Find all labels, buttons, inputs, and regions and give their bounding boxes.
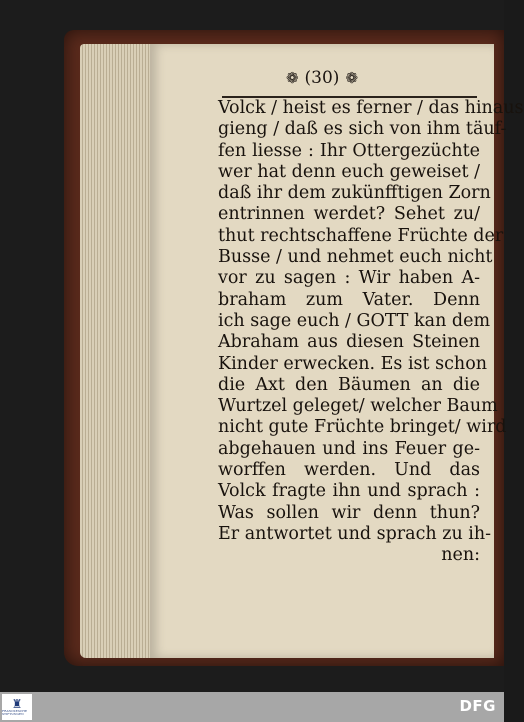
text-line: entrinnen werdet? Sehet zu/ bbox=[218, 204, 480, 225]
text-line: fen liesse : Ihr Ottergezüchte bbox=[218, 140, 480, 161]
text-line: Er antwortet und sprach zu ih- bbox=[218, 523, 492, 544]
text-line: braham zum Vater. Denn bbox=[218, 289, 480, 310]
text-line: Abraham aus diesen Steinen bbox=[218, 332, 480, 353]
text-line: thut rechtschaffene Früchte der bbox=[218, 225, 504, 246]
text-line: wer hat denn euch geweiset / bbox=[218, 161, 480, 182]
ornament-right-icon: ❁ bbox=[345, 69, 359, 87]
text-line: Volck fragte ihn und sprach : bbox=[218, 481, 480, 502]
text-line: Kinder erwecken. Es ist schon bbox=[218, 353, 487, 374]
text-line: Volck / heist es ferner / das hinaus bbox=[218, 98, 524, 118]
text-line: vor zu sagen : Wir haben A- bbox=[218, 268, 480, 289]
text-line: Was sollen wir denn thun? bbox=[218, 502, 480, 523]
text-line: Wurtzel geleget/ welcher Baum bbox=[218, 396, 498, 417]
page-edges bbox=[80, 44, 160, 658]
dfg-logo[interactable]: DFG bbox=[459, 697, 496, 715]
viewer-footer-bar bbox=[0, 692, 504, 722]
text-line: Busse / und nehmet euch nicht bbox=[218, 247, 493, 268]
text-line: daß ihr dem zukünfftigen Zorn bbox=[218, 183, 491, 204]
institution-logo-text: FRANCKESCHE STIFTUNGEN bbox=[2, 709, 28, 716]
page-header bbox=[150, 68, 494, 88]
text-line: die Axt den Bäumen an die bbox=[218, 374, 480, 395]
text-line: worffen werden. Und das bbox=[218, 460, 480, 481]
text-line: abgehauen und ins Feuer ge- bbox=[218, 438, 480, 459]
text-line: gieng / daß es sich von ihm täuf- bbox=[218, 119, 507, 140]
text-line: nen: bbox=[441, 545, 480, 566]
ornament-left-icon: ❁ bbox=[285, 69, 299, 87]
page-number: (30) bbox=[304, 68, 340, 88]
text-line: nicht gute Früchte bringet/ wird bbox=[218, 417, 507, 438]
book-page bbox=[150, 44, 524, 658]
institution-logo-icon: ♜ bbox=[11, 697, 23, 711]
body-text bbox=[218, 98, 524, 567]
text-line: ich sage euch / GOTT kan dem bbox=[218, 310, 491, 331]
institution-logo[interactable] bbox=[2, 694, 32, 720]
